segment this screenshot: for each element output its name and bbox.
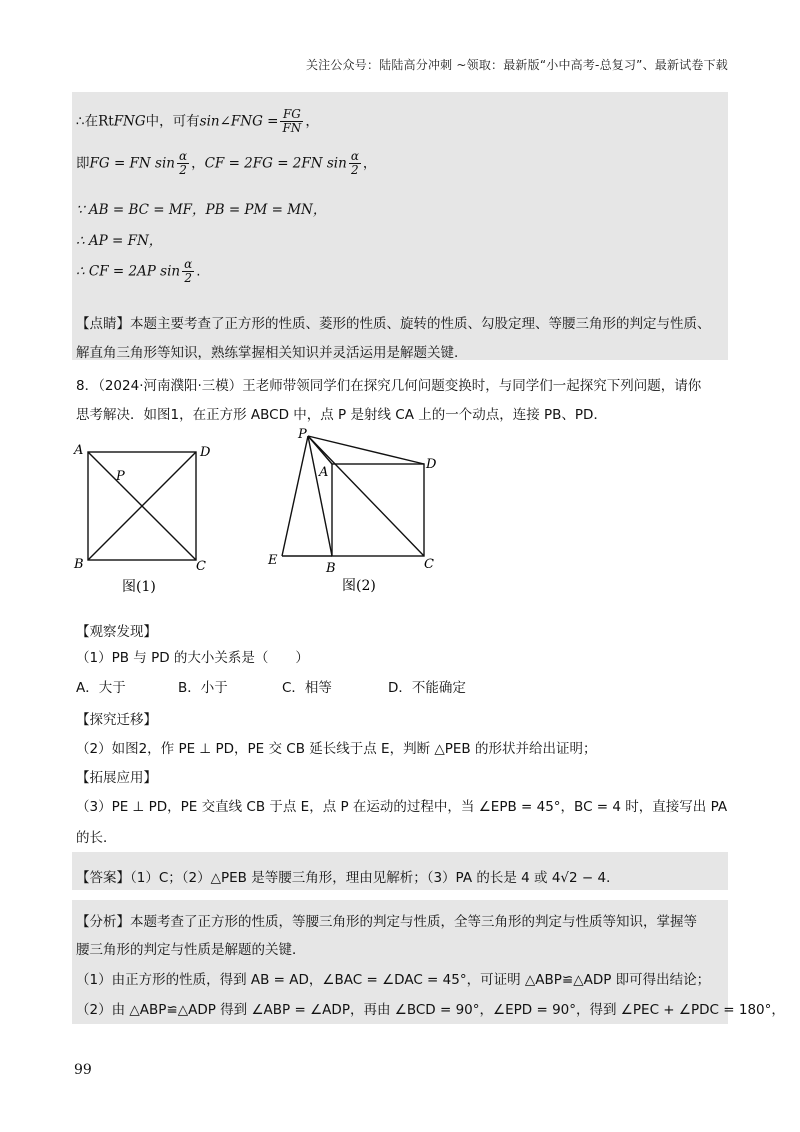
solution-line-2: 即FG = FN sin $\frac{\alpha}{2}$ ，CF = 2FG = 2FN sin $\frac{\alpha}{2}$ ， bbox=[76, 149, 377, 177]
figure-1 bbox=[70, 436, 220, 596]
explore-title: 【探究迁移】 bbox=[76, 712, 157, 728]
fig2-caption: 图(2) bbox=[342, 578, 376, 594]
figure-2 bbox=[262, 424, 452, 596]
solution-line-1: ∴在RtFNG中，可有sin∠FNG = $\frac{FG}{FN}$ ， bbox=[76, 107, 319, 135]
question-2: （2）如图2，作 PE ⊥ PD，PE 交 CB 延长线于点 E，判断 △PEB 的形状并给出证明； bbox=[76, 741, 597, 757]
question-1: （1）PB 与 PD 的大小关系是（ ） bbox=[76, 650, 309, 666]
answer-line: 【答案】（1）C；（2）△PEB 是等腰三角形，理由见解析；（3）PA 的长是 4 或 4√2 − 4． bbox=[76, 870, 620, 886]
fig1-label-a: A bbox=[74, 443, 84, 458]
solution-line-3: ∵ AB = BC = MF，PB = PM = MN， bbox=[76, 202, 327, 218]
analysis-line-3: （1）由正方形的性质，得到 AB = AD，∠BAC = ∠DAC = 45°，可证明 △ABP≌△ADP 即可得出结论； bbox=[76, 972, 711, 988]
question-3-line-2: 的长． bbox=[76, 830, 117, 846]
option-a: A．大于 bbox=[76, 680, 126, 696]
fig2-label-c: C bbox=[424, 557, 434, 572]
option-c: C．相等 bbox=[282, 680, 332, 696]
dianjing-line-2: 解直角三角形等知识，熟练掌握相关知识并灵活运用是解题关键. bbox=[76, 345, 459, 361]
fig2-label-d: D bbox=[426, 457, 437, 472]
question-3-line-1: （3）PE ⊥ PD，PE 交直线 CB 于点 E，点 P 在运动的过程中，当 ∠EPB = 45°，BC = 4 时，直接写出 PA bbox=[76, 799, 728, 815]
analysis-line-2: 腰三角形的判定与性质是解题的关键． bbox=[76, 942, 306, 958]
option-b: B．小于 bbox=[178, 680, 228, 696]
solution-line-5: ∴ CF = 2AP sin $\frac{\alpha}{2}$ . bbox=[76, 257, 201, 285]
extend-title: 【拓展应用】 bbox=[76, 770, 157, 786]
fig2-label-a: A bbox=[319, 465, 329, 480]
observe-title: 【观察发现】 bbox=[76, 624, 157, 640]
problem-line-1: 8．（2024·河南濮阳·三模）王老师带领同学们在探究几何问题变换时，与同学们一起探究下列问题，请你 bbox=[76, 378, 702, 394]
page-number: 99 bbox=[74, 1062, 92, 1078]
fig1-label-b: B bbox=[74, 557, 84, 572]
fig1-caption: 图(1) bbox=[122, 579, 156, 595]
fig2-label-e: E bbox=[268, 553, 278, 568]
option-d: D．不能确定 bbox=[388, 680, 466, 696]
solution-line-4: ∴ AP = FN， bbox=[76, 233, 163, 249]
analysis-line-4: （2）由 △ABP≌△ADP 得到 ∠ABP = ∠ADP，再由 ∠BCD = 90°，∠EPD = 90°，得到 ∠PEC + ∠PDC = 180°， bbox=[76, 1002, 785, 1018]
fig2-label-b: B bbox=[326, 561, 336, 576]
page-header: 关注公众号：陆陆高分冲刺 ~领取：最新版“小中高考-总复习”、最新试卷下载 bbox=[305, 58, 728, 72]
fig2-label-p: P bbox=[298, 427, 307, 442]
dianjing-line-1: 【点睛】本题主要考查了正方形的性质、菱形的性质、旋转的性质、勾股定理、等腰三角形的判定与性质、 bbox=[76, 316, 711, 332]
fraction-fg-fn: $\frac{FG}{FN}$ bbox=[282, 107, 302, 135]
fig1-label-d: D bbox=[200, 445, 211, 460]
problem-line-2: 思考解决．如图1，在正方形 ABCD 中，点 P 是射线 CA 上的一个动点，连接 PB、PD． bbox=[76, 407, 607, 423]
analysis-line-1: 【分析】本题考查了正方形的性质，等腰三角形的判定与性质，全等三角形的判定与性质等知识，掌握等 bbox=[76, 914, 697, 930]
fig1-label-c: C bbox=[196, 559, 206, 574]
fig1-label-p: P bbox=[116, 469, 125, 484]
